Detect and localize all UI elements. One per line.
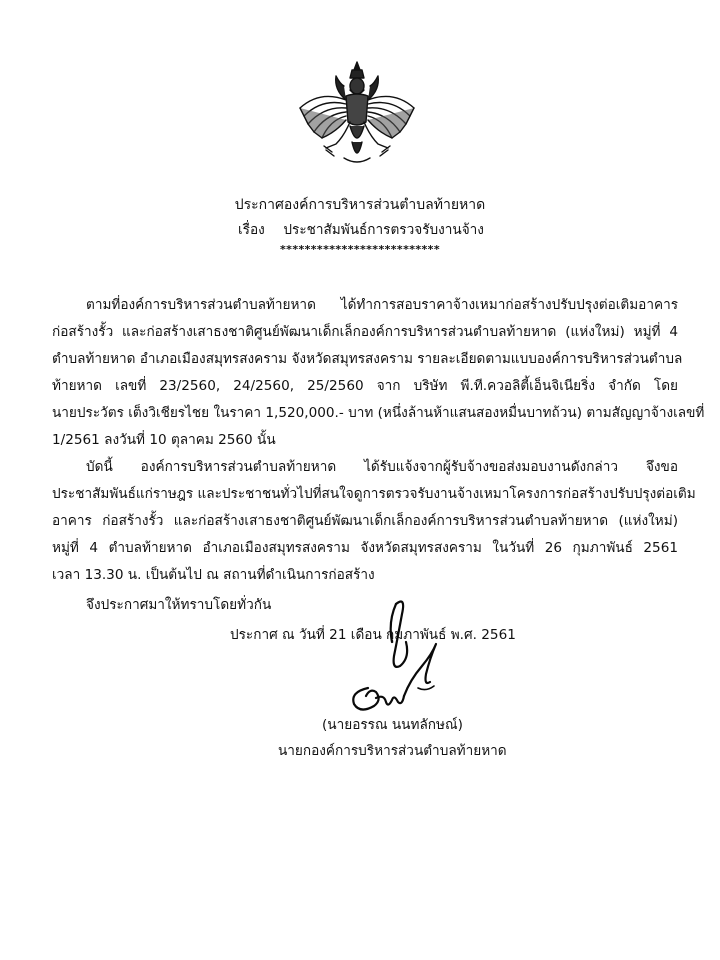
signer-position: นายกองค์การบริหารส่วนตำบลท้ายหาด [278, 743, 507, 759]
document-title: ประกาศองค์การบริหารส่วนตำบลท้ายหาด [234, 197, 486, 213]
closing-statement: จึงประกาศมาให้ทราบโดยทั่วกัน [86, 597, 272, 613]
paragraph2-line-5: เวลา 13.30 น. เป็นต้นไป ณ สถานที่ดำเนินการก่อสร้าง [52, 567, 375, 583]
paragraph2-line-4: หมู่ที่ 4 ตำบลท้ายหาด อำเภอเมืองสมุทรสงคราม จังหวัดสมุทรสงคราม ในวันที่ 26 กุมภาพันธ์ 2561 [52, 540, 678, 556]
paragraph1-line-4: ท้ายหาด เลขที่ 23/2560, 24/2560, 25/2560 จาก บริษัท พี.ที.ควอลิตี้เอ็นจิเนียริ่ง จำกัด โดย [52, 378, 678, 394]
paragraph1-line-2: ก่อสร้างรั้ว และก่อสร้างเสาธงชาติศูนย์พัฒนาเด็กเล็กองค์การบริหารส่วนตำบลท้ายหาด (แห่งใหม่) หมู่ที่ 4 [52, 324, 678, 340]
paragraph2-line-3: อาคาร ก่อสร้างรั้ว และก่อสร้างเสาธงชาติศูนย์พัฒนาเด็กเล็กองค์การบริหารส่วนตำบลท้ายหาด (แห่งใหม่) [52, 513, 678, 529]
paragraph1-line-5: นายประวัตร เต็งวิเชียรไชย ในราคา 1,520,000.- บาท (หนึ่งล้านห้าแสนสองหมื่นบาทถ้วน) ตามสัญญาจ้างเลขที่ [52, 405, 705, 421]
separator-line: ************************** [280, 243, 440, 256]
paragraph2-line-2: ประชาสัมพันธ์แก่ราษฎร และประชาชนทั่วไปที่สนใจดูการตรวจรับงานจ้างเหมาโครงการก่อสร้างปรับปรุงต่อเติม [52, 486, 696, 502]
paragraph1-line-6: 1/2561 ลงวันที่ 10 ตุลาคม 2560 นั้น [52, 432, 276, 448]
subject-line [238, 221, 484, 239]
subject-text: ประชาสัมพันธ์การตรวจรับงานจ้าง [283, 222, 484, 238]
subject-label: เรื่อง [238, 222, 265, 238]
garuda-emblem-icon [296, 60, 418, 168]
announcement-date: ประกาศ ณ วันที่ 21 เดือน กุมภาพันธ์ พ.ศ. 2561 [230, 627, 516, 643]
handwritten-signature-icon [340, 596, 460, 716]
paragraph1-line-1: ตามที่องค์การบริหารส่วนตำบลท้ายหาด ได้ทำการสอบราคาจ้างเหมาก่อสร้างปรับปรุงต่อเติมอาคาร [86, 297, 678, 313]
paragraph1-line-3: ตำบลท้ายหาด อำเภอเมืองสมุทรสงคราม จังหวัดสมุทรสงคราม รายละเอียดตามแบบองค์การบริหารส่วนตำบล [52, 351, 683, 367]
paragraph2-line-1: บัดนี้ องค์การบริหารส่วนตำบลท้ายหาด ได้รับแจ้งจากผู้รับจ้างขอส่งมอบงานดังกล่าว จึงขอ [86, 459, 678, 475]
signer-name: (นายอรรณ นนทลักษณ์) [322, 717, 463, 733]
